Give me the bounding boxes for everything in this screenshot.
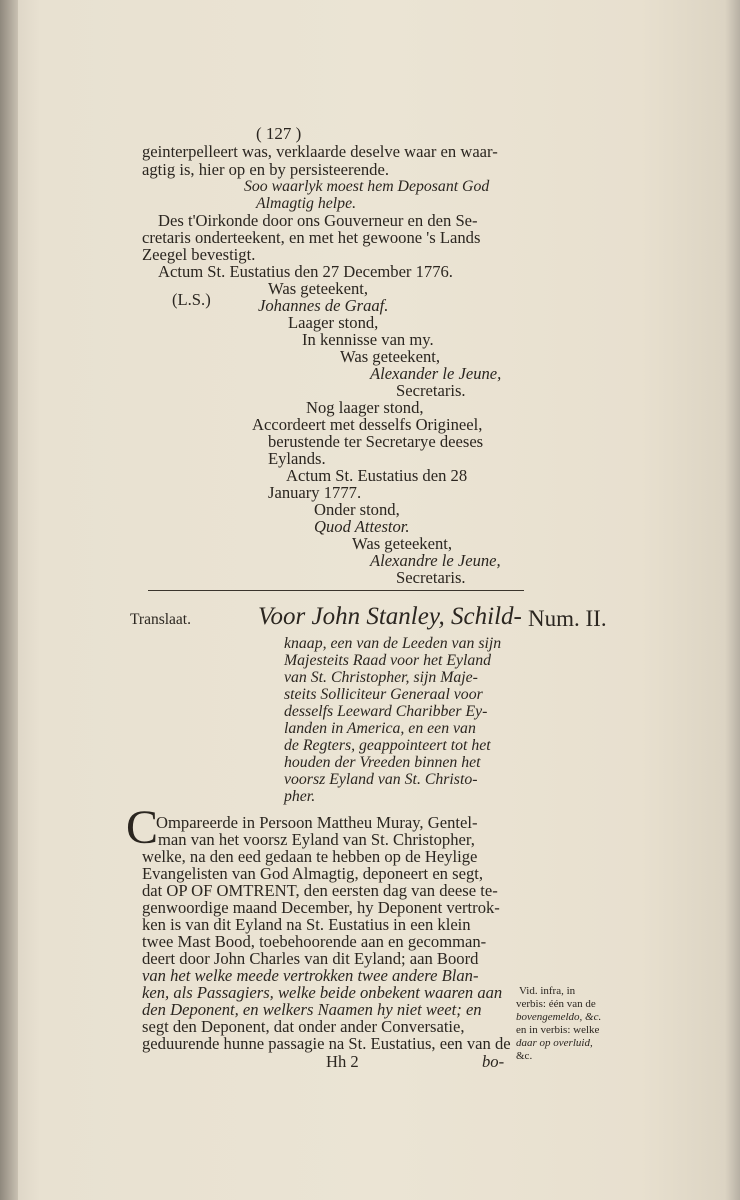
body-line: deert door John Charles van dit Eyland; aan Boord — [142, 949, 479, 968]
text-line: agtig is, hier op en by persisteerende. — [142, 160, 389, 179]
text-line: Laager stond, — [288, 313, 379, 332]
body-line: geduurende hunne passagie na St. Eustatius, een van de — [142, 1034, 511, 1053]
heading-title: Voor John Stanley, Schild- — [258, 603, 522, 630]
text-line: Soo waarlyk moest hem Deposant God — [244, 178, 490, 195]
body-line: den Deponent, en welkers Naamen hy niet weet; en — [142, 1000, 482, 1019]
catchword: bo- — [482, 1052, 505, 1071]
heading-line: desselfs Leeward Charibber Ey- — [284, 703, 488, 720]
body-line: genwoordige maand December, hy Deponent vertrok- — [142, 898, 500, 917]
body-line: man van het voorsz Eyland van St. Christopher, — [158, 830, 475, 849]
heading-line: Majesteits Raad voor het Eyland — [284, 652, 492, 669]
text-line: Zeegel bevestigt. — [142, 245, 256, 264]
margin-note-line: bovengemeldo, &c. — [516, 1011, 602, 1023]
margin-note-line: Vid. infra, in — [519, 985, 576, 997]
number-label: Num. II. — [528, 606, 607, 631]
heading-line: landen in America, en een van — [284, 720, 476, 737]
text-line: Was geteekent, — [340, 347, 441, 366]
margin-note-line: daar op overluid, — [516, 1037, 593, 1049]
page-number: ( 127 ) — [256, 124, 302, 143]
text-line: Eylands. — [268, 449, 326, 468]
text-line: Secretaris. — [396, 568, 466, 587]
margin-note-line: &c. — [516, 1050, 533, 1062]
heading-line: steits Solliciteur Generaal voor — [284, 686, 483, 703]
signature-mark: Hh 2 — [326, 1052, 359, 1071]
signature-name: Alexander le Jeune, — [370, 364, 502, 383]
body-line: Evangelisten van God Almagtig, deponeert en segt, — [142, 864, 484, 883]
body-line: van het welke meede vertrokken twee andere Blan- — [142, 966, 479, 985]
body-line: welke, na den eed gedaan te hebben op de Heylige — [142, 847, 478, 866]
text-line: In kennisse van my. — [302, 330, 434, 349]
body-line: Ompareerde in Persoon Mattheu Muray, Gentel- — [156, 813, 478, 832]
body-line: twee Mast Bood, toebehoorende aan en gecomman- — [142, 932, 487, 951]
body-line: dat OP OF OMTRENT, den eersten dag van deese te- — [142, 881, 498, 900]
margin-note-line: verbis: één van de — [516, 998, 596, 1010]
body-line: segt den Deponent, dat onder ander Conversatie, — [142, 1017, 465, 1036]
text-line: geinterpelleert was, verklaarde deselve waar en waar- — [142, 142, 498, 161]
heading-line: voorsz Eyland van St. Christo- — [284, 771, 478, 788]
margin-note-line: en in verbis: welke — [516, 1024, 600, 1036]
body-line: ken, als Passagiers, welke beide onbekent waaren aan — [142, 983, 503, 1002]
text-line: Actum St. Eustatius den 28 — [286, 466, 468, 485]
translation-label: Translaat. — [130, 611, 191, 628]
heading-line: knaap, een van de Leeden van sijn — [284, 635, 502, 652]
text-line: cretaris onderteekent, en met het gewoone 's Lands — [142, 228, 481, 247]
text-line: berustende ter Secretarye deeses — [268, 432, 484, 451]
text-line: Accordeert met desselfs Origineel, — [252, 415, 483, 434]
text-line: Nog laager stond, — [306, 398, 424, 417]
signature-name: Alexandre le Jeune, — [370, 551, 501, 570]
heading-line: de Regters, geappointeert tot het — [284, 737, 491, 754]
text-line: January 1777. — [268, 483, 362, 502]
seal-mark: (L.S.) — [172, 290, 211, 309]
heading-line: pher. — [284, 788, 316, 805]
text-line: Was geteekent, — [352, 534, 453, 553]
text-line: Onder stond, — [314, 500, 400, 519]
body-line: ken is van dit Eyland na St. Eustatius in een klein — [142, 915, 471, 934]
text-line: Actum St. Eustatius den 27 December 1776. — [158, 262, 453, 281]
text-line: Quod Attestor. — [314, 517, 410, 536]
text-line: Almagtig helpe. — [256, 195, 357, 212]
section-divider — [148, 590, 524, 591]
heading-line: houden der Vreeden binnen het — [284, 754, 481, 771]
text-line: Des t'Oirkonde door ons Gouverneur en den Se- — [158, 211, 478, 230]
signature-name: Johannes de Graaf. — [258, 296, 389, 315]
text-line: Secretaris. — [396, 381, 466, 400]
heading-line: van St. Christopher, sijn Maje- — [284, 669, 478, 686]
drop-cap: C — [126, 801, 159, 854]
text-line: Was geteekent, — [268, 279, 369, 298]
